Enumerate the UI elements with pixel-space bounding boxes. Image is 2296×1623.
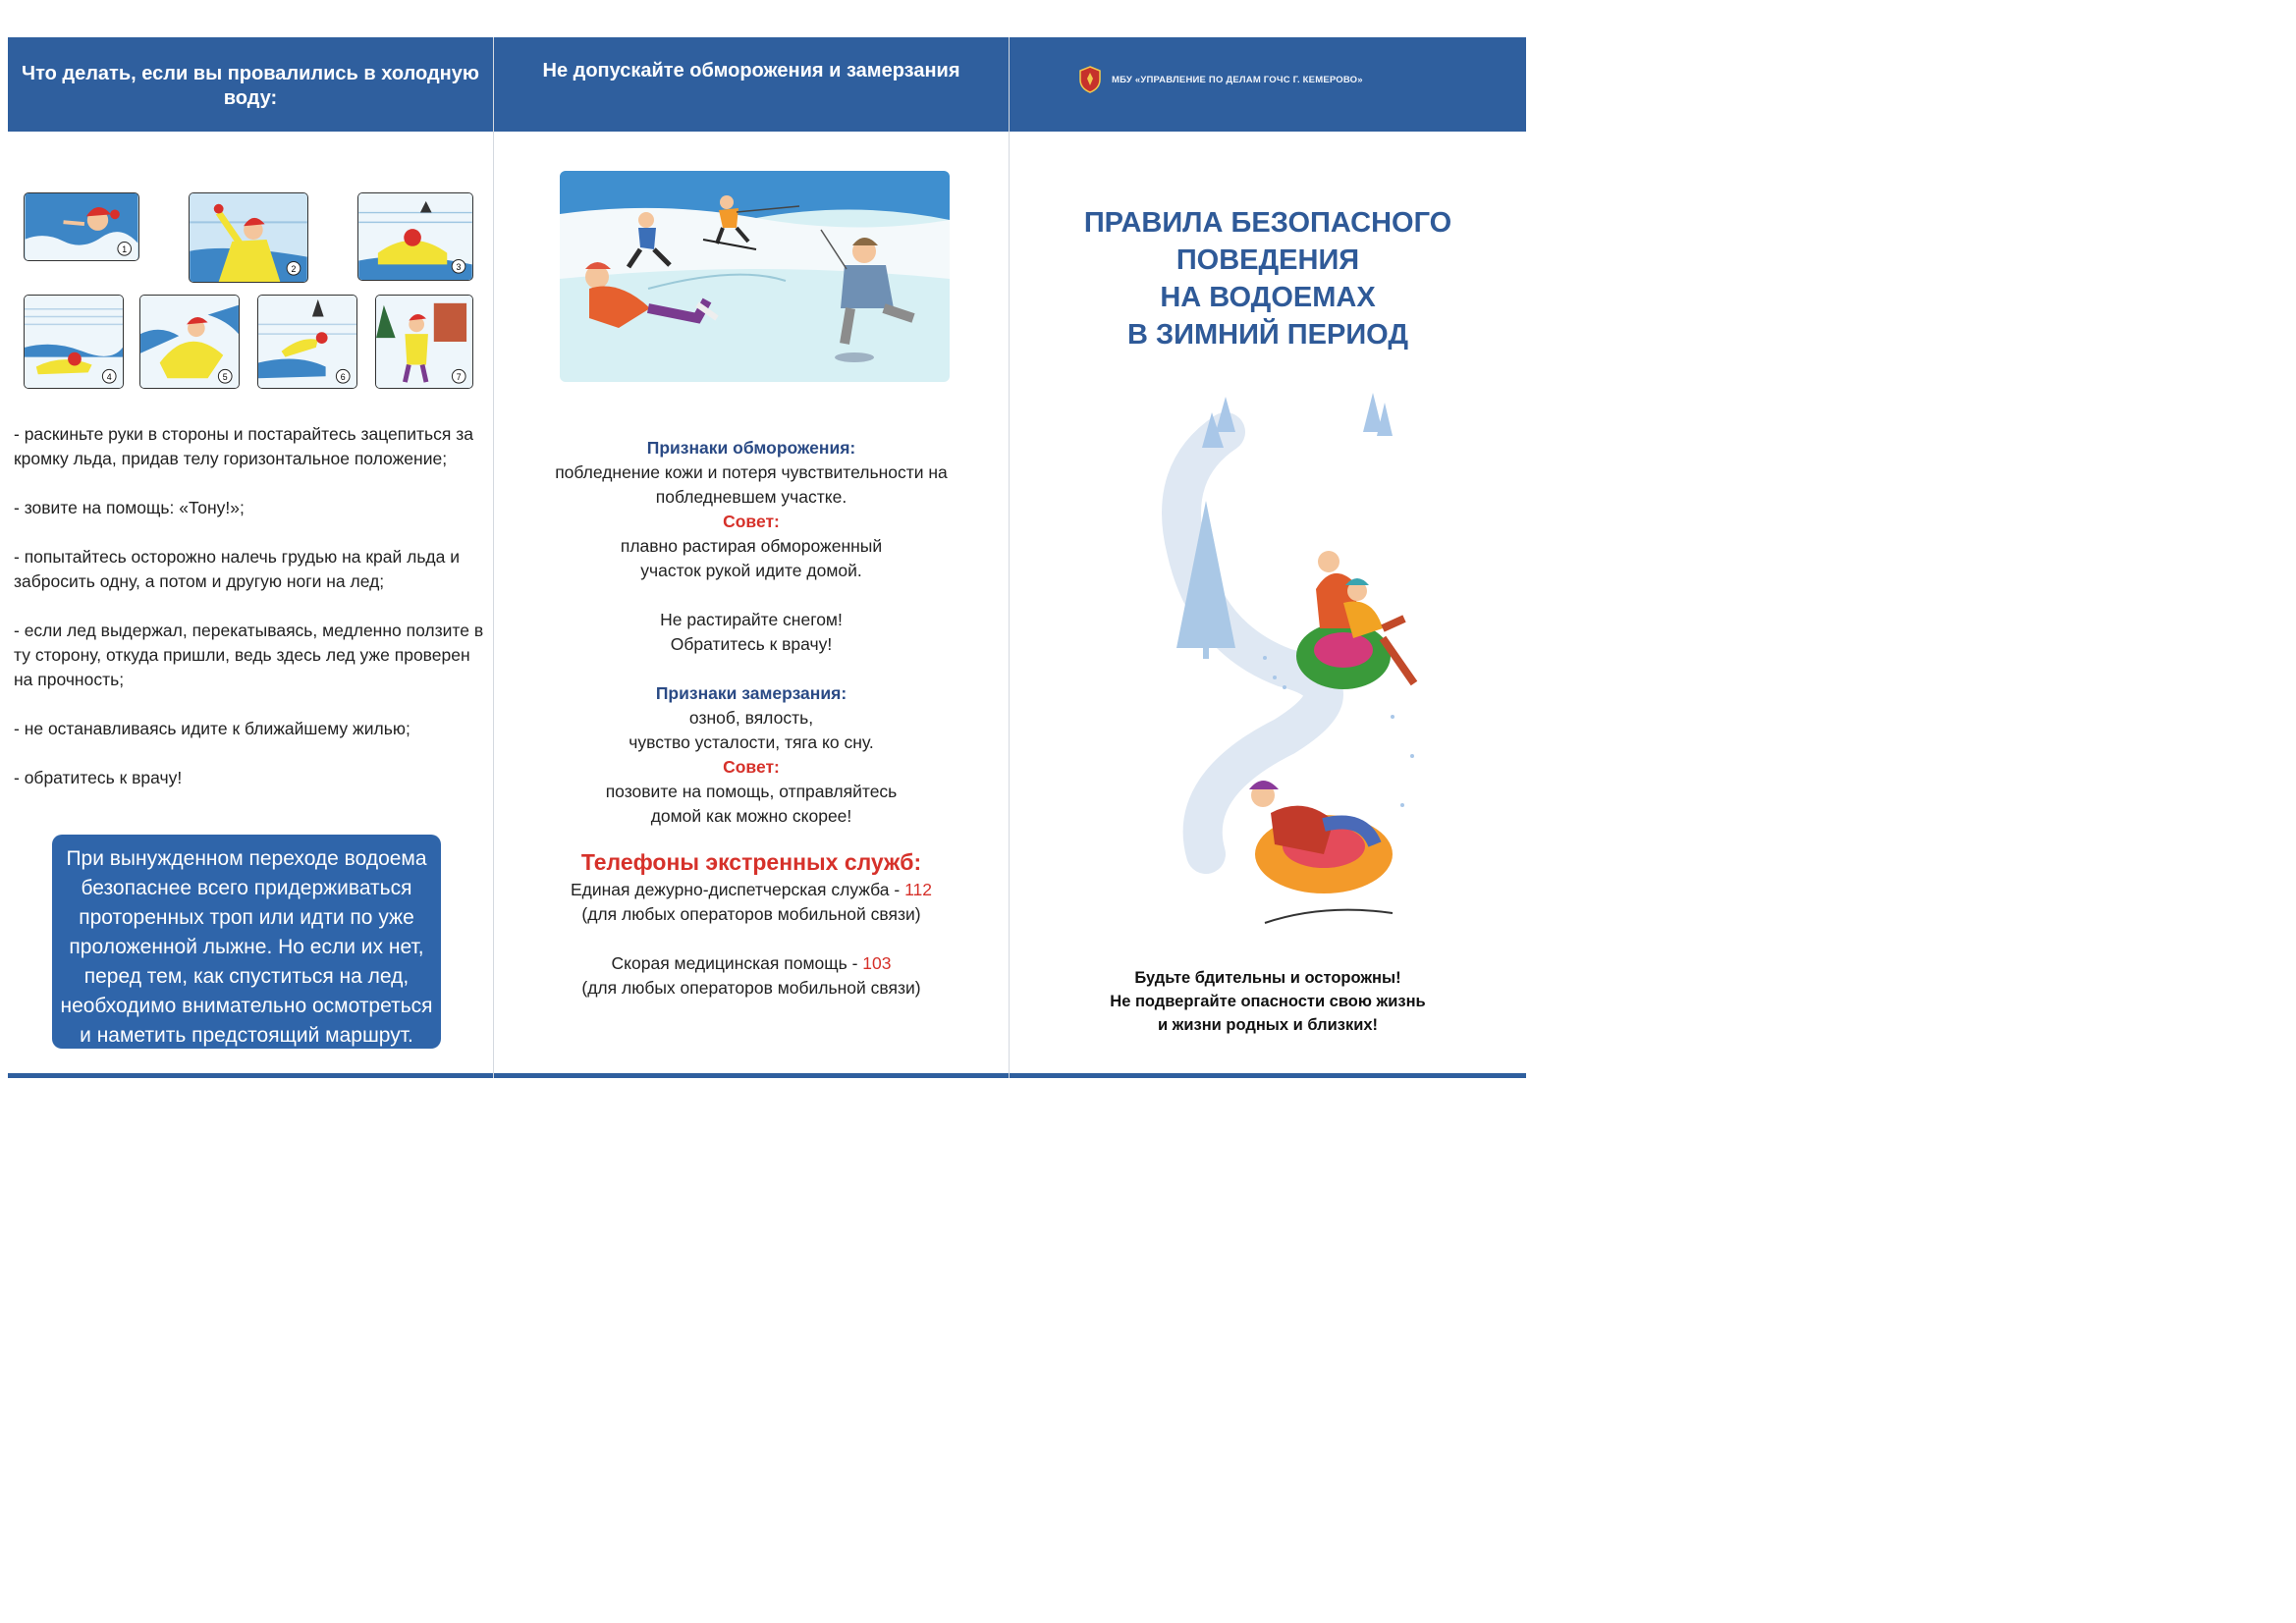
brochure-title	[1049, 204, 1487, 353]
phone-item	[514, 951, 989, 976]
tubers-green-tube	[1296, 551, 1414, 689]
tip-item: - попытайтесь осторожно налечь грудью на край льда и забросить одну, а потом и другую ноги на лед;	[14, 547, 461, 591]
tip-item: - если лед выдержал, перекатываясь, медленно ползите в ту сторону, откуда пришли, ведь здесь лед уже проверен на прочность;	[14, 621, 484, 689]
step-5-picture	[140, 296, 239, 388]
svg-text:2: 2	[291, 264, 297, 275]
tuber-orange-tube	[1249, 781, 1393, 893]
step-tile-4	[24, 295, 124, 389]
pine-tree-icon	[1363, 393, 1393, 436]
step-6-picture	[258, 296, 356, 388]
step-1-picture	[25, 193, 138, 260]
step-tile-6	[257, 295, 357, 389]
phone-service-name: Единая дежурно-диспетчерская служба -	[570, 880, 905, 899]
svg-text:7: 7	[456, 372, 462, 383]
panel1-header: Что делать, если вы провалились в холодную воду:	[22, 63, 479, 109]
crossing-advice-callout: При вынужденном переходе водоема безопаснее всего придерживаться проторенных троп или идти по уже проложенной лыжне. Но если их нет, перед тем, как спуститься на лед, необходимо внимательно осмотреться и наметить предстоящий маршрут.	[52, 835, 441, 1049]
frostbite-advice-text: плавно растирая обмороженный участок рукой идите домой.	[620, 536, 883, 580]
svg-text:4: 4	[106, 372, 112, 383]
step-number-1	[118, 243, 132, 256]
svg-text:1: 1	[122, 244, 128, 255]
step-tile-3	[357, 192, 473, 281]
tip-item: - не останавливаясь идите к ближайшему жилью;	[14, 719, 410, 738]
freezing-advice-text: позовите на помощь, отправляйтесь домой как можно скорее!	[605, 782, 898, 826]
step-2-picture	[190, 193, 307, 282]
closing-line: и жизни родных и близких!	[1157, 1016, 1379, 1034]
step-number-4	[102, 369, 116, 383]
phone-note: (для любых операторов мобильной связи)	[581, 904, 921, 924]
step-tile-1	[24, 192, 139, 261]
rescue-steps-illustration	[24, 192, 477, 395]
frostbite-advice-label: Совет:	[723, 512, 780, 531]
frostbite-warning-snow: Не растирайте снегом!	[660, 610, 843, 629]
frostbite-signs-title: Признаки обморожения:	[646, 438, 856, 458]
panel2-header: Не допускайте обморожения и замерзания	[542, 60, 960, 81]
frostbite-signs-text: побледнение кожи и потеря чувствительности на побледневшем участке.	[555, 462, 948, 507]
step-number-5	[218, 369, 232, 383]
frostbite-warning-doctor: Обратитесь к врачу!	[670, 634, 833, 654]
emergency-phones-title: Телефоны экстренных служб:	[580, 849, 922, 875]
skaters-skiers-picture	[560, 171, 950, 382]
panel3-header-band	[1010, 37, 1526, 132]
tip-item: - раскиньте руки в стороны и постарайтесь зацепиться за кромку льда, придав телу горизонтальное положение;	[14, 424, 473, 468]
panel1-header-band	[8, 37, 493, 132]
title-line: ПОВЕДЕНИЯ	[1175, 244, 1360, 276]
closing-line: Не подвергайте опасности свою жизнь	[1110, 993, 1426, 1010]
title-line: НА ВОДОЕМАХ	[1160, 282, 1376, 313]
freezing-signs-line2: чувство усталости, тяга ко сну.	[629, 732, 874, 752]
step-7-picture	[376, 296, 472, 388]
snow-tubing-picture	[1147, 393, 1442, 933]
emergency-emblem-icon	[1078, 66, 1102, 93]
freezing-signs-title: Признаки замерзания:	[655, 683, 847, 703]
panel2-header-band	[494, 37, 1009, 132]
phone-number: 103	[862, 953, 892, 973]
panel-frostbite	[493, 37, 1009, 1078]
step-number-6	[336, 369, 350, 383]
phone-note: (для любых операторов мобильной связи)	[581, 978, 921, 998]
step-number-7	[452, 369, 465, 383]
freezing-advice-label: Совет:	[723, 757, 780, 777]
rescue-tips-list	[14, 422, 489, 815]
phone-number: 112	[904, 880, 932, 899]
svg-text:3: 3	[456, 262, 462, 273]
panel-what-to-do	[8, 37, 493, 1078]
tip-item: - обратитесь к врачу!	[14, 768, 183, 787]
panel2-footer-strip	[494, 1073, 1009, 1078]
step-number-2	[287, 261, 301, 275]
title-line: В ЗИМНИЙ ПЕРИОД	[1126, 319, 1409, 351]
step-tile-7	[375, 295, 473, 389]
step-number-3	[452, 259, 465, 273]
step-tile-2	[189, 192, 308, 283]
freezing-signs-line1: озноб, вялость,	[688, 708, 814, 728]
step-tile-5	[139, 295, 240, 389]
svg-text:6: 6	[340, 372, 346, 383]
panel1-footer-strip	[8, 1073, 493, 1078]
org-brand	[1078, 65, 1506, 94]
closing-line: Будьте бдительны и осторожны!	[1134, 969, 1401, 987]
closing-message	[1039, 966, 1497, 1037]
step-4-picture	[25, 296, 123, 388]
frostbite-info	[514, 436, 989, 1001]
svg-text:5: 5	[222, 372, 228, 383]
step-3-picture	[358, 193, 472, 280]
phone-item	[514, 878, 989, 902]
panel-cover	[1009, 37, 1526, 1078]
panel3-footer-strip	[1010, 1073, 1526, 1078]
tip-item: - зовите на помощь: «Тону!»;	[14, 498, 245, 517]
title-line: ПРАВИЛА БЕЗОПАСНОГО	[1083, 207, 1452, 239]
winter-sports-illustration	[560, 171, 950, 382]
org-name: МБУ «УПРАВЛЕНИЕ ПО ДЕЛАМ ГОЧС Г. КЕМЕРОВО»	[1112, 74, 1363, 85]
tubing-illustration	[1147, 393, 1442, 933]
phone-service-name: Скорая медицинская помощь -	[611, 953, 863, 973]
